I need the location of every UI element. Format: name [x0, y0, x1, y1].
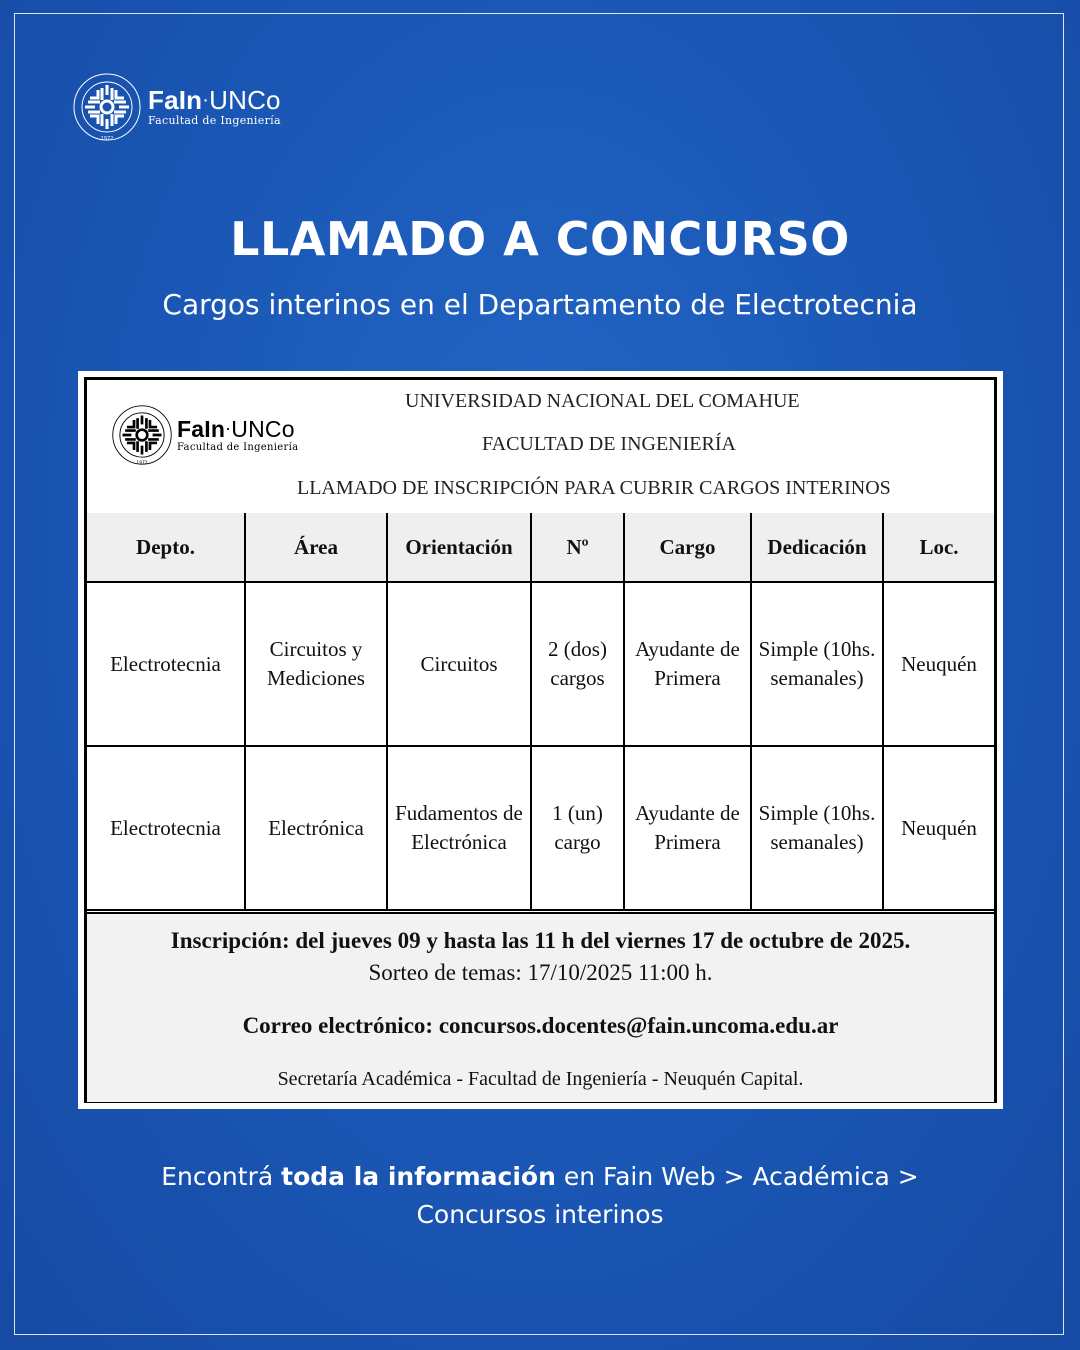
- table-cell: Simple (10hs. semanales): [751, 582, 883, 746]
- document-header: [87, 380, 994, 515]
- brand-bold: FaIn: [148, 85, 203, 115]
- brand-dot: ·: [202, 89, 210, 111]
- table-cell: Neuquén: [883, 582, 994, 746]
- table-cell: Fudamentos de Electrónica: [387, 746, 531, 910]
- page-subtitle: Cargos interinos en el Departamento de Electrotecnia: [162, 288, 918, 321]
- university-seal-icon: [72, 72, 142, 142]
- fain-logo: [72, 72, 281, 142]
- table-cell: Neuquén: [883, 746, 994, 910]
- doc-brand-bold: FaIn: [177, 415, 226, 442]
- svg-text:1972: 1972: [100, 136, 114, 142]
- positions-table: [87, 513, 994, 911]
- logo-tagline: Facultad de Ingeniería: [148, 114, 281, 127]
- column-header: Loc.: [883, 513, 994, 582]
- column-header: Área: [245, 513, 387, 582]
- document-footer: [87, 912, 994, 1102]
- column-header: Depto.: [87, 513, 245, 582]
- table-cell: Circuitos: [387, 582, 531, 746]
- table-cell: Ayudante de Primera: [624, 582, 751, 746]
- table-cell: Circuitos y Mediciones: [245, 582, 387, 746]
- document-border: [84, 377, 997, 1103]
- doc-logo-tagline: Facultad de Ingeniería: [177, 441, 299, 453]
- table-cell: Ayudante de Primera: [624, 746, 751, 910]
- info-text-bold: toda la información: [281, 1162, 556, 1191]
- column-header: Dedicación: [751, 513, 883, 582]
- info-footer: [0, 1158, 1080, 1234]
- table-cell: Electrotecnia: [87, 746, 245, 910]
- header-faculty: FACULTAD DE INGENIERÍA: [482, 433, 736, 455]
- doc-brand-dot: ·: [225, 417, 232, 438]
- table-cell: 2 (dos) cargos: [531, 582, 624, 746]
- column-header: Orientación: [387, 513, 531, 582]
- table-row: [87, 746, 994, 910]
- topic-draw: Sorteo de temas: 17/10/2025 11:00 h.: [368, 960, 713, 985]
- table-header-row: [87, 513, 994, 582]
- column-header: Nº: [531, 513, 624, 582]
- header-university: UNIVERSIDAD NACIONAL DEL COMAHUE: [405, 390, 800, 412]
- table-cell: Simple (10hs. semanales): [751, 746, 883, 910]
- doc-brand-rest: UNCo: [231, 415, 295, 442]
- info-text-start: Encontrá: [161, 1162, 282, 1191]
- table-row: [87, 582, 994, 746]
- page-title: LLAMADO A CONCURSO: [230, 212, 850, 266]
- contact-email: Correo electrónico: concursos.docentes@fain.uncoma.edu.ar: [242, 1013, 839, 1038]
- table-cell: Electrónica: [245, 746, 387, 910]
- brand-rest: UNCo: [209, 85, 281, 115]
- document-logo: [111, 404, 298, 466]
- info-text-path-end: Concursos interinos: [416, 1200, 664, 1229]
- university-seal-icon: [111, 404, 173, 466]
- svg-text:1972: 1972: [136, 461, 148, 466]
- header-call: LLAMADO DE INSCRIPCIÓN PARA CUBRIR CARGOS INTERINOS: [297, 477, 891, 499]
- announcement-document: [78, 371, 1003, 1109]
- column-header: Cargo: [624, 513, 751, 582]
- registration-dates: Inscripción: del jueves 09 y hasta las 11 h del viernes 17 de octubre de 2025.: [170, 928, 911, 953]
- table-cell: Electrotecnia: [87, 582, 245, 746]
- table-cell: 1 (un) cargo: [531, 746, 624, 910]
- info-text-path: en Fain Web > Académica >: [555, 1162, 919, 1191]
- secretariat-line: Secretaría Académica - Facultad de Ingeniería - Neuquén Capital.: [277, 1068, 804, 1090]
